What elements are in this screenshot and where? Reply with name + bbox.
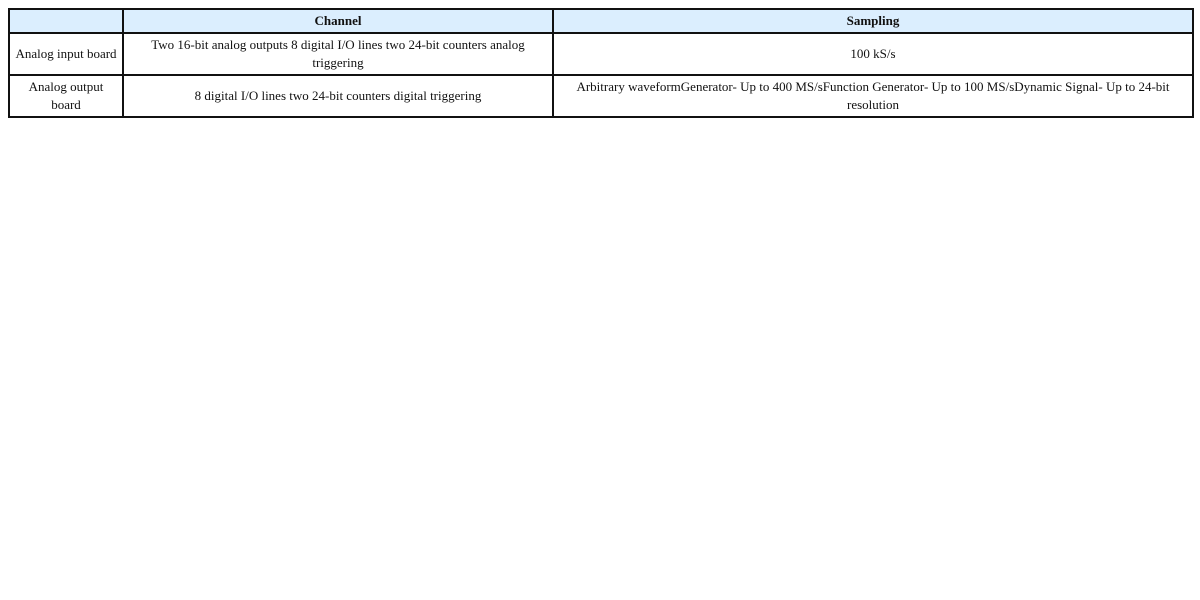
- spec-table: [8, 8, 1194, 118]
- table-row: [9, 75, 1193, 117]
- table-row: [9, 33, 1193, 75]
- header-cell-sampling: Sampling: [553, 9, 1193, 33]
- table-header-row: [9, 9, 1193, 33]
- header-cell-empty: [9, 9, 123, 33]
- sampling-cell: 100 kS/s: [553, 33, 1193, 75]
- sampling-cell: Arbitrary waveformGenerator- Up to 400 MS/sFunction Generator- Up to 100 MS/sDynamic Signal- Up to 24-bit resolution: [553, 75, 1193, 117]
- channel-cell: Two 16-bit analog outputs 8 digital I/O lines two 24-bit counters analog triggering: [123, 33, 553, 75]
- spec-table-container: [8, 8, 1192, 118]
- header-cell-channel: Channel: [123, 9, 553, 33]
- channel-cell: 8 digital I/O lines two 24-bit counters digital triggering: [123, 75, 553, 117]
- row-label-cell: Analog output board: [9, 75, 123, 117]
- row-label-cell: Analog input board: [9, 33, 123, 75]
